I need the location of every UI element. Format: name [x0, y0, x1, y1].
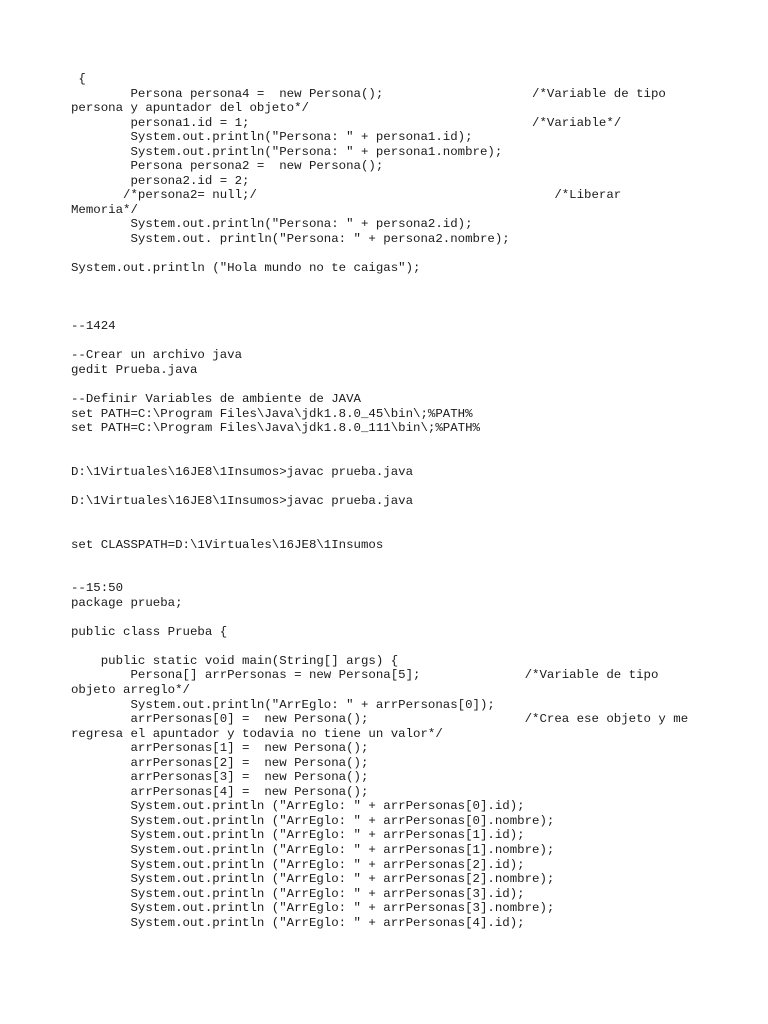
text-line: System.out.println ("ArrEglo: " + arrPersonas[2].nombre);: [71, 872, 555, 887]
text-line: --1424: [71, 319, 116, 334]
text-line: --Crear un archivo java: [71, 348, 243, 363]
text-line: [71, 450, 688, 465]
text-line: --15:50: [71, 581, 124, 596]
text-line: --Definir Variables de ambiente de JAVA: [71, 392, 361, 407]
text-line: set CLASSPATH=D:\1Virtuales\16JE8\1Insumos: [71, 537, 384, 552]
text-line: [71, 610, 688, 625]
text-line: [71, 334, 688, 349]
text-line: [71, 567, 688, 582]
code-text-block: [71, 72, 688, 930]
text-line: [71, 276, 688, 291]
text-line: D:\1Virtuales\16JE8\1Insumos>javac prueba.java: [71, 493, 414, 508]
text-line: [71, 305, 688, 320]
text-line: set PATH=C:\Program Files\Java\jdk1.8.0_111\bin\;%PATH%: [71, 421, 480, 436]
text-line: [71, 479, 688, 494]
text-line: arrPersonas[2] = new Persona();: [71, 755, 369, 770]
text-line: arrPersonas[3] = new Persona();: [71, 770, 369, 785]
text-line: Persona[] arrPersonas = new Persona[5]; /*Variable de tipo: [71, 668, 659, 683]
text-line: System.out.println ("ArrEglo: " + arrPersonas[0].nombre);: [71, 813, 555, 828]
text-line: gedit Prueba.java: [71, 362, 198, 377]
text-line: arrPersonas[4] = new Persona();: [71, 784, 369, 799]
text-line: [71, 247, 688, 262]
text-line: System.out. println("Persona: " + persona2.nombre);: [71, 232, 510, 247]
text-line: System.out.println ("ArrEglo: " + arrPersonas[1].id);: [71, 828, 525, 843]
text-line: arrPersonas[0] = new Persona(); /*Crea ese objeto y me: [71, 712, 689, 727]
text-line: [71, 523, 688, 538]
text-line: /*persona2= null;/ /*Liberar: [71, 188, 622, 203]
text-line: Memoria*/: [71, 202, 138, 217]
text-line: {: [71, 72, 86, 86]
text-line: [71, 508, 688, 523]
text-line: package prueba;: [71, 595, 183, 610]
text-line: persona1.id = 1; /*Variable*/: [71, 115, 622, 130]
text-line: System.out.println ("Hola mundo no te caigas");: [71, 261, 421, 276]
text-line: System.out.println("ArrEglo: " + arrPersonas[0]);: [71, 697, 495, 712]
text-line: public static void main(String[] args) {: [71, 653, 399, 668]
text-line: [71, 436, 688, 451]
text-line: [71, 290, 688, 305]
text-line: [71, 377, 688, 392]
text-line: arrPersonas[1] = new Persona();: [71, 741, 369, 756]
text-line: [71, 552, 688, 567]
text-line: D:\1Virtuales\16JE8\1Insumos>javac prueba.java: [71, 464, 414, 479]
text-line: System.out.println("Persona: " + persona1.nombre);: [71, 144, 503, 159]
text-line: System.out.println ("ArrEglo: " + arrPersonas[2].id);: [71, 857, 525, 872]
text-line: persona y apuntador del objeto*/: [71, 101, 309, 116]
text-line: regresa el apuntador y todavia no tiene un valor*/: [71, 726, 443, 741]
text-line: System.out.println ("ArrEglo: " + arrPersonas[3].id);: [71, 886, 525, 901]
text-line: System.out.println ("ArrEglo: " + arrPersonas[3].nombre);: [71, 901, 555, 916]
text-line: Persona persona2 = new Persona();: [71, 159, 384, 174]
text-line: System.out.println("Persona: " + persona1.id);: [71, 130, 473, 145]
text-line: public class Prueba {: [71, 624, 228, 639]
text-line: Persona persona4 = new Persona(); /*Variable de tipo: [71, 86, 666, 101]
text-line: System.out.println("Persona: " + persona2.id);: [71, 217, 473, 232]
text-line: System.out.println ("ArrEglo: " + arrPersonas[4].id);: [71, 915, 525, 930]
text-line: persona2.id = 2;: [71, 173, 250, 188]
text-line: [71, 639, 688, 654]
text-line: objeto arreglo*/: [71, 682, 190, 697]
text-line: System.out.println ("ArrEglo: " + arrPersonas[1].nombre);: [71, 842, 555, 857]
text-line: System.out.println ("ArrEglo: " + arrPersonas[0].id);: [71, 799, 525, 814]
text-line: set PATH=C:\Program Files\Java\jdk1.8.0_45\bin\;%PATH%: [71, 406, 473, 421]
